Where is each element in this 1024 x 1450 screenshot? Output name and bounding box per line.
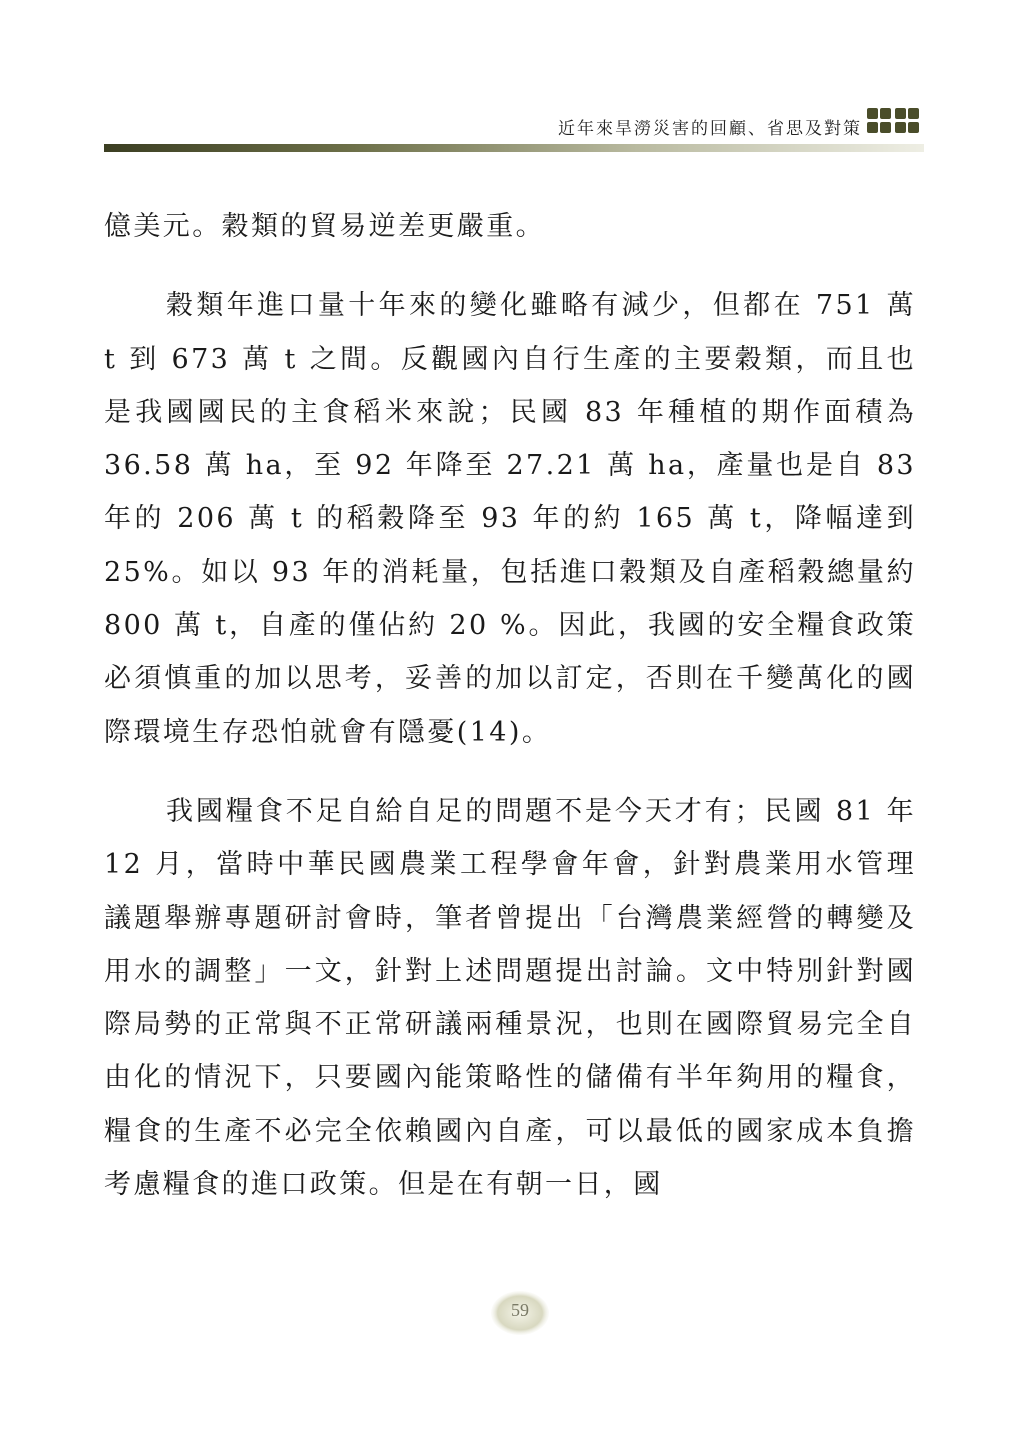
page-header	[104, 100, 924, 160]
paragraph: 億美元。穀類的貿易逆差更嚴重。	[104, 211, 545, 242]
paragraph: 穀類年進口量十年來的變化雖略有減少，但都在 751 萬 t 到 673 萬 t 之間。反觀國內自行生產的主要穀類，而且也是我國國民的主食稻米來說；民國 83 年種植的期作面積為 36.58 萬 ha，至 92 年降至 27.21 萬 ha，產量也是自 83 年的 206 萬 t 的稻穀降至 93 年的約 165 萬 t，降幅達到 25%。如以 93 年的消耗量，包括進口穀類及自產稻穀總量約 800 萬 t，自產的僅佔約 20 %。因此，我國的安全糧食政策必須慎重的加以思考，妥善的加以訂定，否則在千變萬化的國際環境生存恐怕就會有隱憂(14)。	[104, 290, 916, 748]
paragraph: 我國糧食不足自給自足的問題不是今天才有；民國 81 年 12 月，當時中華民國農業工程學會年會，針對農業用水管理議題舉辦專題研討會時，筆者曾提出「台灣農業經營的轉變及用水的調整」一文，針對上述問題提出討論。文中特別針對國際局勢的正常與不正常研議兩種景況，也則在國際貿易完全自由化的情況下，只要國內能策略性的儲備有半年夠用的糧食，糧食的生產不必完全依賴國內自產，可以最低的國家成本負擔考慮糧食的進口政策。但是在有朝一日，國	[104, 795, 916, 1201]
running-header-title: 近年來旱澇災害的回顧、省思及對策	[558, 119, 862, 139]
page-number: 59	[511, 1300, 529, 1320]
header-divider	[104, 144, 924, 152]
body-text	[104, 200, 916, 1211]
page-number-badge	[490, 1290, 550, 1336]
four-squares-emblem-icon	[866, 106, 920, 136]
